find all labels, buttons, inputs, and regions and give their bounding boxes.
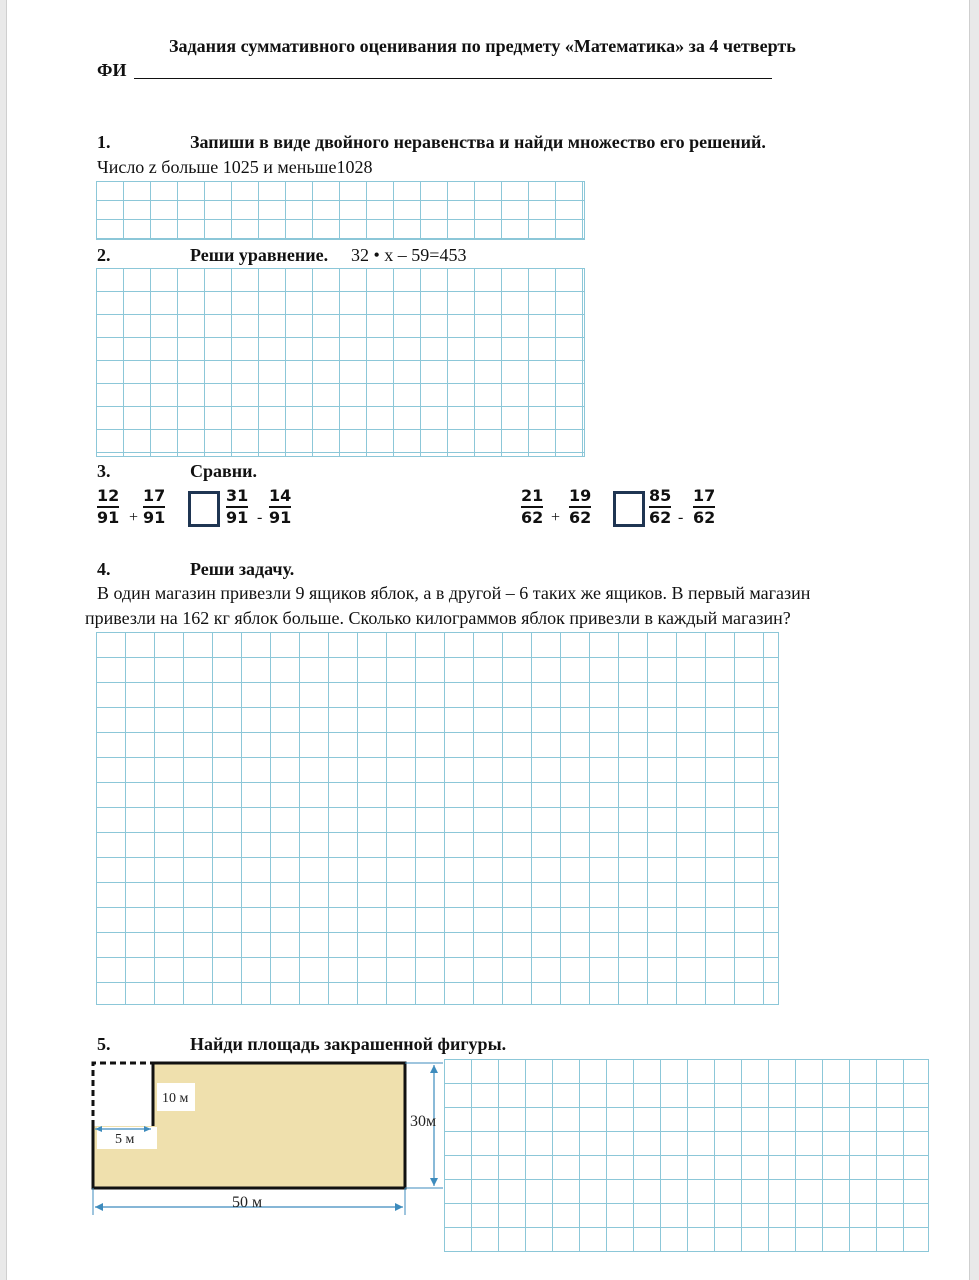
label-5m: 5 м <box>115 1132 135 1147</box>
task4-title: Реши задачу. <box>190 559 295 579</box>
name-underline[interactable] <box>134 78 772 79</box>
task1-title: Запиши в виде двойного неравенства и найди множество его решений. <box>190 132 766 152</box>
task5-answer-grid[interactable] <box>444 1059 929 1252</box>
compare-box-left[interactable] <box>188 491 220 527</box>
fraction-31-91: 31 91 <box>226 486 249 527</box>
fraction-17-62: 17 62 <box>693 486 716 527</box>
page-title: Задания суммативного оценивания по предмету «Математика» за 4 четверть <box>169 36 796 56</box>
task4-text-line2: привезли на 162 кг яблок больше. Сколько килограммов яблок привезли в каждый магазин? <box>85 608 791 628</box>
task1-text: Число z больше 1025 и меньше1028 <box>97 157 373 177</box>
task2-number: 2. <box>97 245 111 265</box>
label-10m: 10 м <box>162 1091 189 1106</box>
fraction-12-91: 12 91 <box>97 486 120 527</box>
task2-answer-grid[interactable] <box>96 268 585 457</box>
plus-sign: + <box>551 509 561 526</box>
task1-answer-grid[interactable] <box>96 181 585 240</box>
task2-title: Реши уравнение. <box>190 245 329 265</box>
fraction-21-62: 21 62 <box>521 486 544 527</box>
fraction-19-62: 19 62 <box>569 486 592 527</box>
task4-number: 4. <box>97 559 111 579</box>
task3-number: 3. <box>97 461 111 481</box>
fraction-14-91: 14 91 <box>269 486 292 527</box>
compare-box-right[interactable] <box>613 491 645 527</box>
fraction-17-91: 17 91 <box>143 486 166 527</box>
name-label: ФИ <box>97 60 127 80</box>
fraction-85-62: 85 62 <box>649 486 672 527</box>
minus-sign: - <box>257 509 263 526</box>
plus-sign: + <box>129 509 139 526</box>
task2-equation: 32 • х – 59=453 <box>351 245 467 265</box>
task4-answer-grid[interactable] <box>96 632 779 1005</box>
task1-number: 1. <box>97 132 111 152</box>
task5-title: Найди площадь закрашенной фигуры. <box>190 1034 507 1054</box>
shaded-figure-diagram <box>85 1055 447 1217</box>
task3-title: Сравни. <box>190 461 257 481</box>
label-50m: 50 м <box>232 1194 263 1211</box>
minus-sign: - <box>678 509 684 526</box>
label-30m: 30м <box>410 1113 437 1130</box>
shaded-figure <box>93 1063 405 1188</box>
task4-text-line1: В один магазин привезли 9 ящиков яблок, а в другой – 6 таких же ящиков. В первый магазин <box>97 583 811 603</box>
worksheet-page <box>6 0 970 1280</box>
task5-number: 5. <box>97 1034 111 1054</box>
